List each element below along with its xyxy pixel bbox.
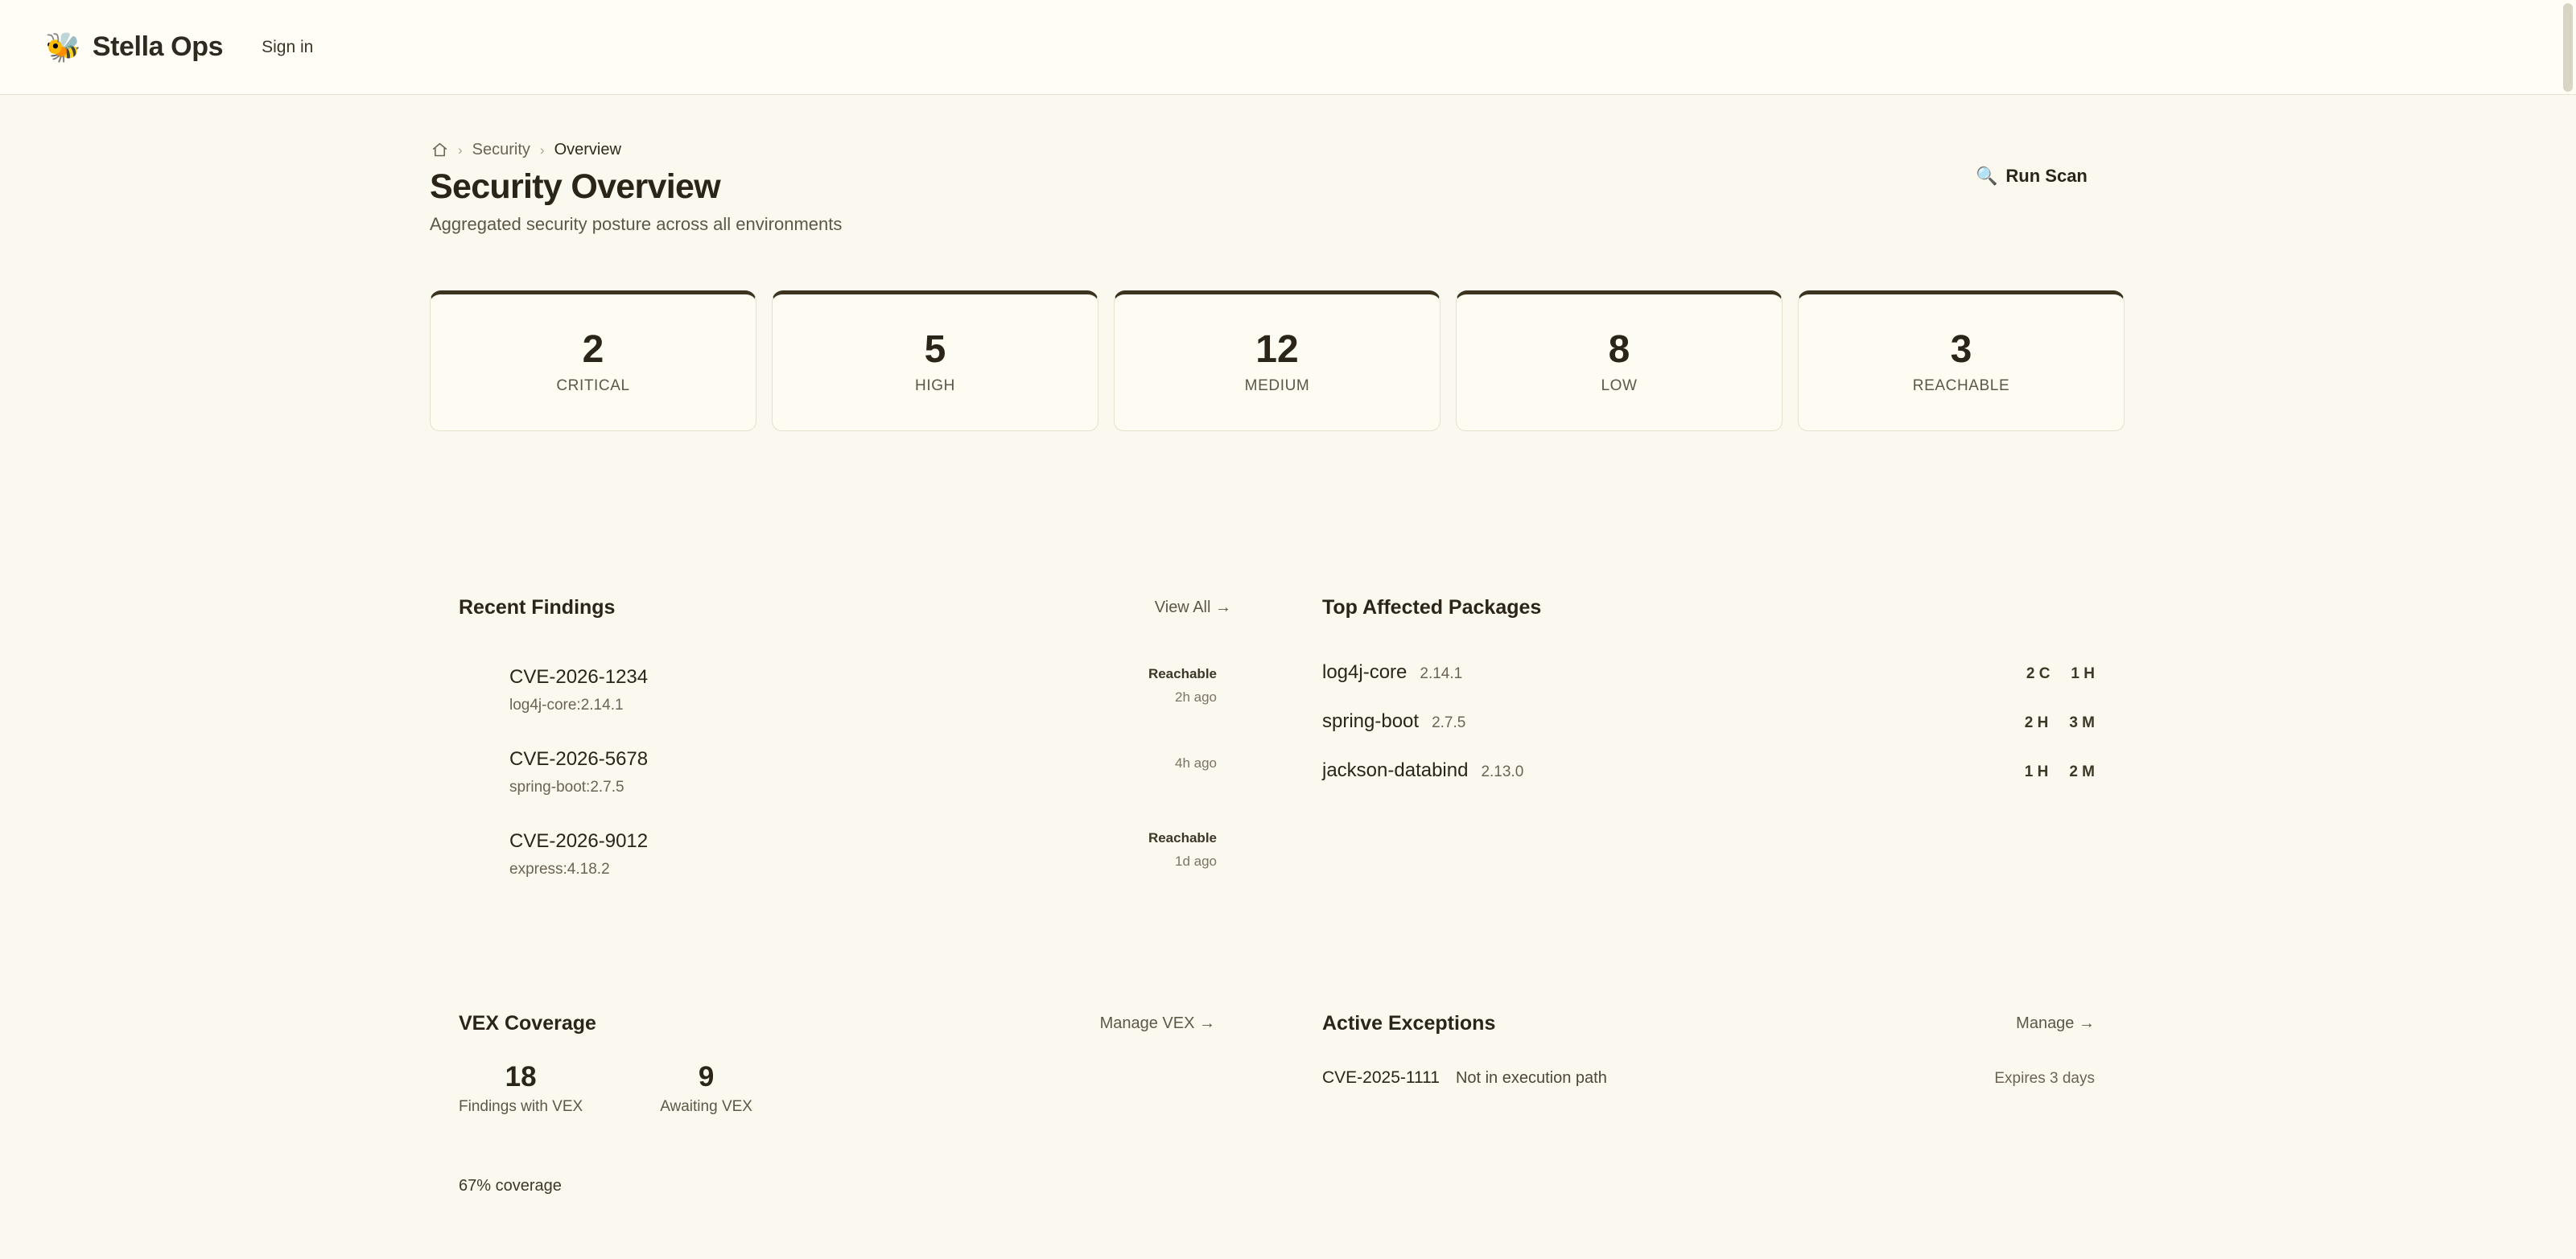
vex-coverage-header [459, 1012, 1215, 1035]
finding-meta [1148, 666, 1231, 706]
brand-name: Stella Ops [92, 31, 224, 62]
exception-info [1322, 1068, 1607, 1088]
finding-package: log4j-core:2.14.1 [509, 697, 624, 714]
run-scan-button[interactable] [1976, 166, 2088, 187]
manage-vex-button[interactable]: Manage VEX → [1099, 1014, 1215, 1032]
vex-awaiting-label: Awaiting VEX [660, 1097, 752, 1115]
package-name: spring-boot [1322, 710, 1420, 732]
finding-row[interactable] [459, 732, 1231, 814]
package-version: 2.14.1 [1420, 665, 1463, 682]
package-info [1322, 661, 1462, 684]
package-count-secondary: 3 M [2069, 714, 2095, 731]
breadcrumb [431, 141, 621, 159]
page-subtitle: Aggregated security posture across all environments [430, 214, 843, 234]
finding-age: 4h ago [1175, 755, 1217, 771]
finding-cve: CVE-2026-1234 [509, 666, 649, 688]
top-packages-title: Top Affected Packages [1322, 596, 1542, 619]
exception-cve: CVE-2025-1111 [1322, 1068, 1440, 1087]
package-count-primary: 1 H [2024, 763, 2049, 780]
stat-label: REACHABLE [1912, 376, 2010, 394]
package-name: log4j-core [1322, 661, 1408, 683]
breadcrumb-item-security[interactable]: Security [472, 141, 530, 158]
package-severity-counts [2025, 714, 2095, 732]
stat-card-high[interactable] [772, 290, 1098, 431]
view-all-findings-button[interactable]: View All → [1154, 599, 1231, 616]
finding-row[interactable] [459, 814, 1231, 896]
vex-with-stat [459, 1062, 583, 1116]
top-packages-list [1322, 648, 2095, 796]
package-name: jackson-databind [1322, 759, 1469, 781]
page-scrollbar[interactable] [2563, 3, 2573, 92]
recent-findings-list [459, 650, 1231, 896]
finding-cve: CVE-2026-9012 [509, 830, 649, 852]
finding-package: spring-boot:2.7.5 [509, 779, 624, 796]
vex-coverage-percent: 67% coverage [459, 1177, 562, 1195]
finding-info [459, 748, 648, 796]
vex-awaiting-value: 9 [698, 1061, 715, 1092]
finding-age: 1d ago [1175, 854, 1217, 869]
package-count-secondary: 2 M [2069, 763, 2095, 780]
active-exceptions-list [1322, 1068, 2095, 1088]
page-title: Security Overview [430, 167, 720, 206]
stat-card-medium[interactable] [1114, 290, 1440, 431]
package-severity-counts [2026, 665, 2095, 683]
package-row[interactable] [1322, 648, 2095, 697]
active-exceptions-header [1322, 1012, 2095, 1035]
stat-card-critical[interactable] [430, 290, 756, 431]
sign-in-button[interactable]: Sign in [247, 30, 328, 65]
finding-info [459, 830, 648, 878]
stat-label: LOW [1601, 376, 1638, 394]
stat-card-reachable[interactable] [1798, 290, 2125, 431]
package-severity-counts [2025, 763, 2095, 781]
stat-label: MEDIUM [1244, 376, 1310, 394]
exception-row[interactable] [1322, 1068, 2095, 1088]
exception-reason: Not in execution path [1455, 1069, 1607, 1087]
exception-expiry: Expires 3 days [1994, 1070, 2095, 1087]
package-row[interactable] [1322, 747, 2095, 796]
stat-value: 2 [582, 327, 604, 371]
top-packages-header [1322, 596, 2095, 619]
finding-meta [1175, 748, 1231, 771]
finding-info [459, 666, 648, 714]
manage-exceptions-button[interactable]: Manage → [2016, 1014, 2095, 1032]
stat-value: 5 [924, 327, 946, 371]
package-count-primary: 2 H [2024, 714, 2049, 731]
finding-cve: CVE-2026-5678 [509, 748, 649, 770]
breadcrumb-item-overview: Overview [554, 141, 621, 158]
finding-age: 2h ago [1175, 689, 1217, 705]
breadcrumb-separator-1: › [458, 142, 463, 158]
finding-package: express:4.18.2 [509, 861, 610, 878]
vex-with-label: Findings with VEX [459, 1097, 583, 1115]
stat-value: 3 [1950, 327, 1972, 371]
stat-label: HIGH [915, 376, 955, 394]
bee-icon: 🐝 [45, 30, 81, 64]
stat-label: CRITICAL [556, 376, 630, 394]
reachable-badge: Reachable [1148, 666, 1217, 681]
package-count-primary: 2 C [2026, 665, 2050, 682]
package-info [1322, 710, 1465, 733]
package-row[interactable] [1322, 697, 2095, 747]
stat-value: 8 [1608, 327, 1630, 371]
reachable-badge: Reachable [1148, 830, 1217, 846]
finding-row[interactable] [459, 650, 1231, 732]
package-version: 2.13.0 [1481, 763, 1524, 780]
recent-findings-header [459, 596, 1231, 619]
active-exceptions-title: Active Exceptions [1322, 1012, 1496, 1035]
recent-findings-title: Recent Findings [459, 596, 616, 619]
vex-with-value: 18 [505, 1061, 537, 1092]
brand[interactable] [45, 31, 223, 63]
finding-meta [1148, 830, 1231, 870]
top-bar [0, 0, 2576, 95]
package-count-secondary: 1 H [2071, 665, 2095, 682]
severity-stat-cards [430, 290, 2125, 431]
package-info [1322, 759, 1523, 782]
package-version: 2.7.5 [1432, 714, 1466, 731]
magnifier-icon: 🔍 [1976, 166, 1998, 186]
run-scan-label: Run Scan [2005, 166, 2088, 186]
breadcrumb-separator-2: › [539, 142, 545, 158]
stat-value: 12 [1255, 327, 1299, 371]
vex-awaiting-stat [660, 1062, 752, 1116]
vex-coverage-title: VEX Coverage [459, 1012, 596, 1035]
stat-card-low[interactable] [1456, 290, 1783, 431]
home-icon[interactable] [431, 142, 448, 158]
vex-coverage-stats [459, 1062, 752, 1116]
